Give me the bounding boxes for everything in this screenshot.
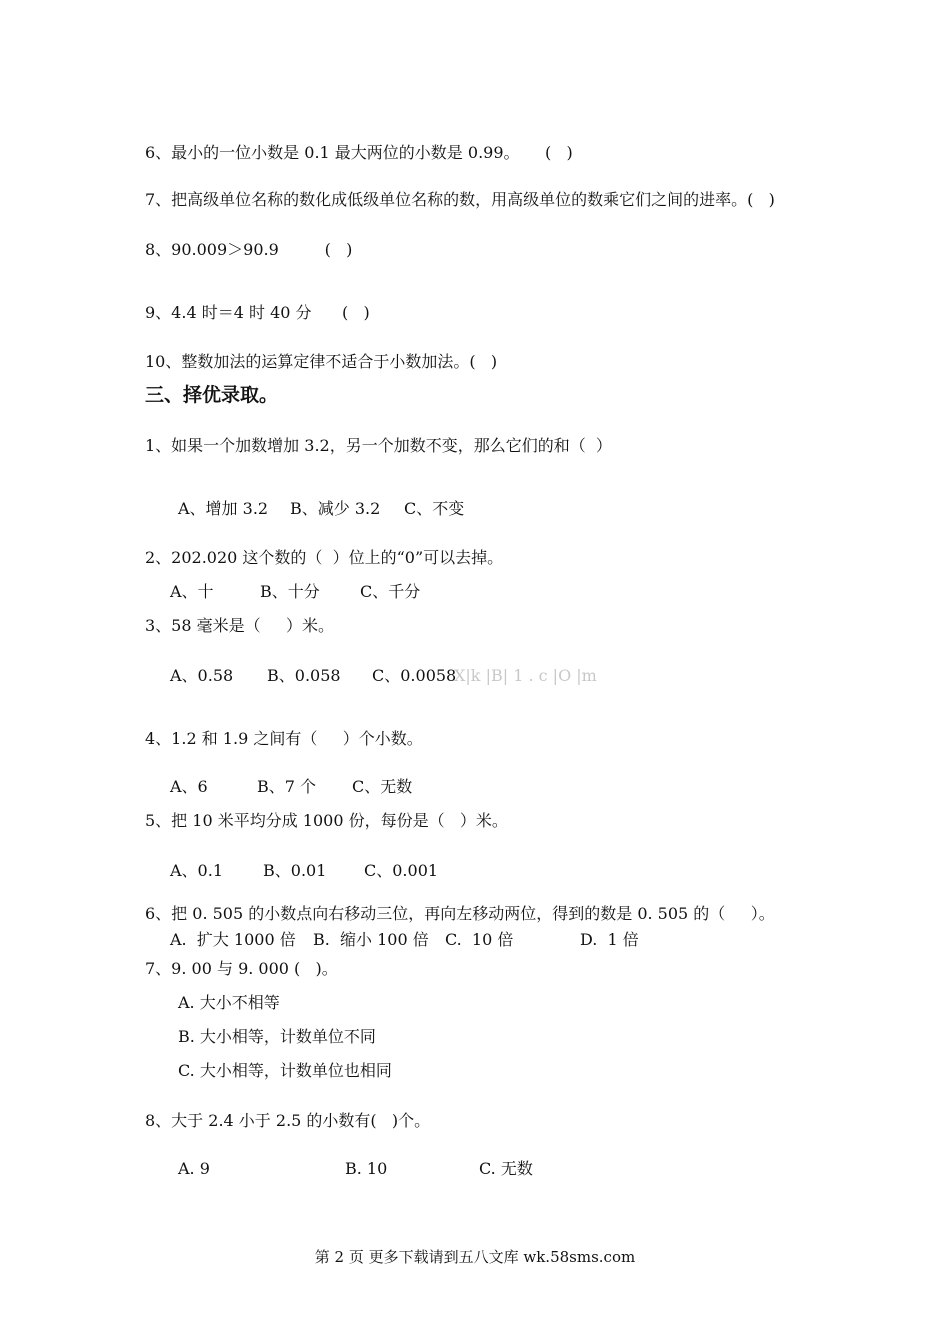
choice-question-7: 7、9. 00 与 9. 000 ( )。	[145, 959, 338, 978]
q7-option-a: A. 大小不相等	[178, 993, 280, 1012]
q6-option-d: D. 1 倍	[580, 930, 639, 949]
q5-option-b: B、0.01	[263, 861, 327, 880]
section-heading: 三、择优录取。	[145, 384, 279, 406]
q8-option-a: A. 9	[178, 1159, 210, 1178]
q3-option-b: B、0.058	[267, 666, 341, 685]
choice-question-1: 1、如果一个加数增加 3.2，另一个加数不变，那么它们的和（ ）	[145, 436, 612, 455]
q4-option-a: A、6	[170, 777, 208, 796]
choice-question-6: 6、把 0. 505 的小数点向右移动三位，再向左移动两位，得到的数是 0. 505 的（ ）。	[145, 904, 775, 923]
q6-option-c: C. 10 倍	[445, 930, 514, 949]
choice-question-8: 8、大于 2.4 小于 2.5 的小数有( )个。	[145, 1111, 431, 1130]
q7-option-b: B. 大小相等，计数单位不同	[178, 1027, 376, 1046]
q2-option-a: A、十	[170, 582, 214, 601]
q6-option-b: B. 缩小 100 倍	[313, 930, 429, 949]
q1-option-a: A、增加 3.2	[178, 499, 269, 518]
q4-option-c: C、无数	[352, 777, 413, 796]
judge-question-8: 8、90.009＞90.9 ( )	[145, 240, 353, 259]
judge-question-9: 9、4.4 时＝4 时 40 分 ( )	[145, 303, 370, 322]
choice-question-2: 2、202.020 这个数的（ ）位上的“0”可以去掉。	[145, 548, 504, 567]
page-footer: 第 2 页 更多下载请到五八文库 wk.58sms.com	[314, 1248, 636, 1266]
q5-option-c: C、0.001	[364, 861, 439, 880]
watermark-text: X|k |B| 1 . c |O |m	[454, 666, 597, 685]
q8-option-c: C. 无数	[479, 1159, 533, 1178]
q3-option-a: A、0.58	[170, 666, 234, 685]
q2-option-b: B、十分	[260, 582, 320, 601]
judge-question-10: 10、整数加法的运算定律不适合于小数加法。( )	[145, 352, 498, 371]
judge-question-7: 7、把高级单位名称的数化成低级单位名称的数，用高级单位的数乘它们之间的进率。( )	[145, 190, 775, 209]
q3-option-c: C、0.0058	[372, 666, 457, 685]
q7-option-c: C. 大小相等，计数单位也相同	[178, 1061, 392, 1080]
q6-option-a: A. 扩大 1000 倍	[170, 930, 296, 949]
q1-option-c: C、不变	[404, 499, 465, 518]
q8-option-b: B. 10	[345, 1159, 388, 1178]
choice-question-4: 4、1.2 和 1.9 之间有（ ）个小数。	[145, 729, 423, 748]
q5-option-a: A、0.1	[170, 861, 224, 880]
q2-option-c: C、千分	[360, 582, 421, 601]
choice-question-5: 5、把 10 米平均分成 1000 份，每份是（ ）米。	[145, 811, 508, 830]
q1-option-b: B、减少 3.2	[290, 499, 381, 518]
judge-question-6: 6、最小的一位小数是 0.1 最大两位的小数是 0.99。 ( )	[145, 143, 573, 162]
choice-question-3: 3、58 毫米是（ ）米。	[145, 616, 335, 635]
q4-option-b: B、7 个	[257, 777, 317, 796]
